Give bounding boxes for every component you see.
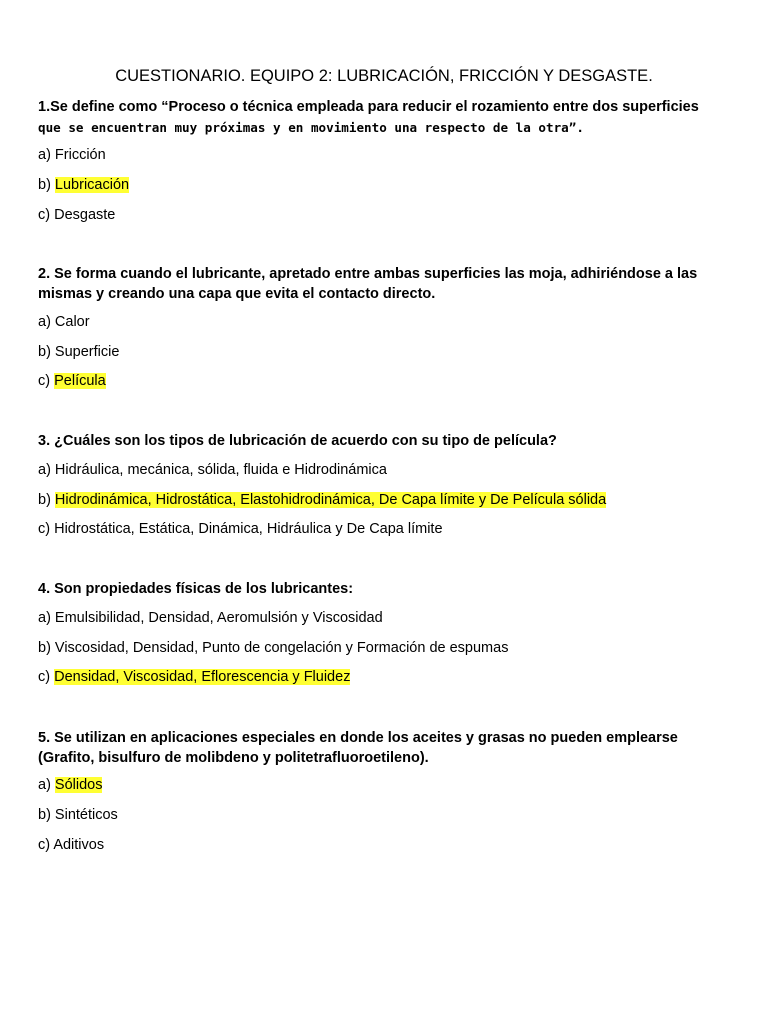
option-prefix: b) [38,177,55,193]
option-text: Fricción [54,147,106,163]
option-text: Hidráulica, mecánica, sólida, fluida e Hidrodinámica [54,462,387,478]
question-2-line-2: mismas y creando una capa que evita el contacto directo. [38,285,436,302]
option-text-highlighted: Película [54,373,106,389]
option-prefix: a) [38,314,55,330]
question-5-option-a [38,776,738,795]
question-5-option-c [38,836,738,855]
option-text: Emulsibilidad, Densidad, Aeromulsión y Viscosidad [54,610,383,626]
option-text: Calor [54,314,90,330]
option-prefix: c) [38,521,55,537]
question-1-line-2: que se encuentran muy próximas y en movimiento una respecto de la otra”. [38,119,584,135]
question-5 [38,729,738,768]
option-prefix: a) [38,462,55,478]
question-3 [38,432,738,452]
question-4-line-1: 4. Son propiedades físicas de los lubricantes: [38,581,354,597]
question-4-option-c [38,668,738,687]
option-text: Superficie [54,344,120,360]
option-prefix: b) [38,807,55,823]
option-prefix: c) [38,669,55,685]
question-4-option-b [38,639,738,658]
option-prefix: c) [38,837,54,853]
question-2-option-c [38,372,738,391]
question-5-option-b [38,806,738,825]
option-text: Viscosidad, Densidad, Punto de congelación y Formación de espumas [54,640,509,656]
question-2-line-1: 2. Se forma cuando el lubricante, apretado entre ambas superficies las moja, adhiriéndose a las [38,266,698,282]
question-1-option-c [38,206,738,225]
question-1-line-1: 1.Se define como “Proceso o técnica empleada para reducir el rozamiento entre dos superficies [38,99,699,115]
option-text-highlighted: Sólidos [54,777,103,793]
question-2-option-a [38,313,738,332]
question-5-line-2: (Grafito, bisulfuro de molibdeno y politetrafluoroetileno). [38,749,429,766]
question-2-option-b [38,343,738,362]
option-prefix: b) [38,492,55,508]
question-3-line-1: 3. ¿Cuáles son los tipos de lubricación de acuerdo con su tipo de película? [38,433,557,449]
option-prefix: a) [38,147,55,163]
question-3-option-a [38,461,738,480]
option-text: Sintéticos [54,807,118,823]
option-prefix: c) [38,207,55,223]
option-text: Aditivos [53,837,105,853]
question-4 [38,580,738,600]
question-2 [38,265,738,304]
option-text-highlighted: Lubricación [54,177,130,193]
question-1-option-a [38,146,738,165]
option-text: Hidrostática, Estática, Dinámica, Hidráulica y De Capa límite [54,521,443,537]
option-prefix: c) [38,373,55,389]
option-prefix: a) [38,610,55,626]
option-text-highlighted: Hidrodinámica, Hidrostática, Elastohidrodinámica, De Capa límite y De Película sólida [54,492,607,508]
option-text-highlighted: Densidad, Viscosidad, Eflorescencia y Fluidez [54,669,351,685]
question-5-line-1: 5. Se utilizan en aplicaciones especiales en donde los aceites y grasas no pueden emplearse [38,730,678,746]
question-1-option-b [38,176,738,195]
question-1 [38,98,738,137]
question-3-option-b [38,491,738,510]
question-3-option-c [38,520,738,539]
option-prefix: b) [38,640,55,656]
question-4-option-a [38,609,738,628]
option-prefix: a) [38,777,55,793]
document-title: CUESTIONARIO. EQUIPO 2: LUBRICACIÓN, FRICCIÓN Y DESGASTE. [115,67,653,85]
option-prefix: b) [38,344,55,360]
option-text: Desgaste [54,207,116,223]
